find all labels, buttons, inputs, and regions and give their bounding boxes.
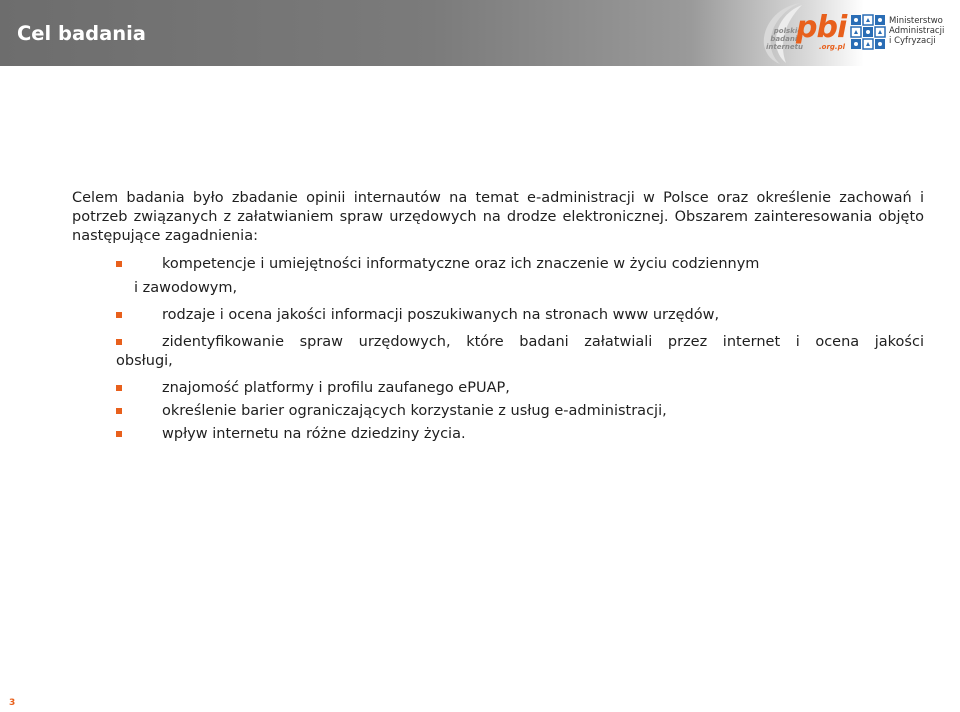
pbi-small-line: badania <box>770 35 802 43</box>
pbi-logo <box>756 1 848 65</box>
ministry-name-line: i Cyfryzacji <box>889 36 936 46</box>
list-item <box>72 333 924 371</box>
square-bullet-icon <box>116 312 122 318</box>
ministry-name <box>889 16 944 46</box>
body-content <box>72 189 924 444</box>
list-item <box>72 425 924 444</box>
intro-paragraph: Celem badania było zbadanie opinii internautów na temat e-administracji w Polsce oraz określenie zachowań i potrzeb związanych z załatwianiem spraw urzędowych na drodze elektronicznej. Obszarem zainteresowania objęto następujące zagadnienia: <box>72 190 924 244</box>
list-item-text: kompetencje i umiejętności informatyczne oraz ich znaczenie w życiu codziennym <box>162 256 760 272</box>
topics-list <box>72 255 924 444</box>
list-item-text: rodzaje i ocena jakości informacji poszukiwanych na stronach www urzędów, <box>162 307 720 323</box>
ministry-name-line: Administracji <box>889 26 945 36</box>
ministry-name-line: Ministerstwo <box>889 16 943 26</box>
list-item-text: określenie barier ograniczających korzystanie z usług e-administracji, <box>162 403 667 419</box>
list-item-text: znajomość platformy i profilu zaufanego ePUAP, <box>162 380 510 396</box>
pbi-small-line: internetu <box>766 43 803 51</box>
page-title: Cel badania <box>17 22 146 45</box>
list-item <box>72 306 924 325</box>
list-item <box>72 255 924 298</box>
list-item-text-continued: i zawodowym, <box>134 280 238 296</box>
pbi-mark: pbi <box>796 10 847 45</box>
square-bullet-icon <box>116 261 122 267</box>
list-item-text-continued: obsługi, <box>116 353 173 369</box>
ministry-emblem-icon <box>850 14 886 50</box>
page-number: 3 <box>9 698 16 708</box>
square-bullet-icon <box>116 431 122 437</box>
square-bullet-icon <box>116 339 122 345</box>
square-bullet-icon <box>116 385 122 391</box>
list-item-text: zidentyfikowanie spraw urzędowych, które badani załatwiali przez internet i ocena jakości <box>162 334 924 350</box>
square-bullet-icon <box>116 408 122 414</box>
ministry-logo <box>850 14 956 54</box>
pbi-domain: .org.pl <box>819 43 846 51</box>
list-item-text: wpływ internetu na różne dziedziny życia. <box>162 426 466 442</box>
list-item <box>72 379 924 398</box>
pbi-small-line: polskie <box>773 27 802 35</box>
list-item <box>72 402 924 421</box>
